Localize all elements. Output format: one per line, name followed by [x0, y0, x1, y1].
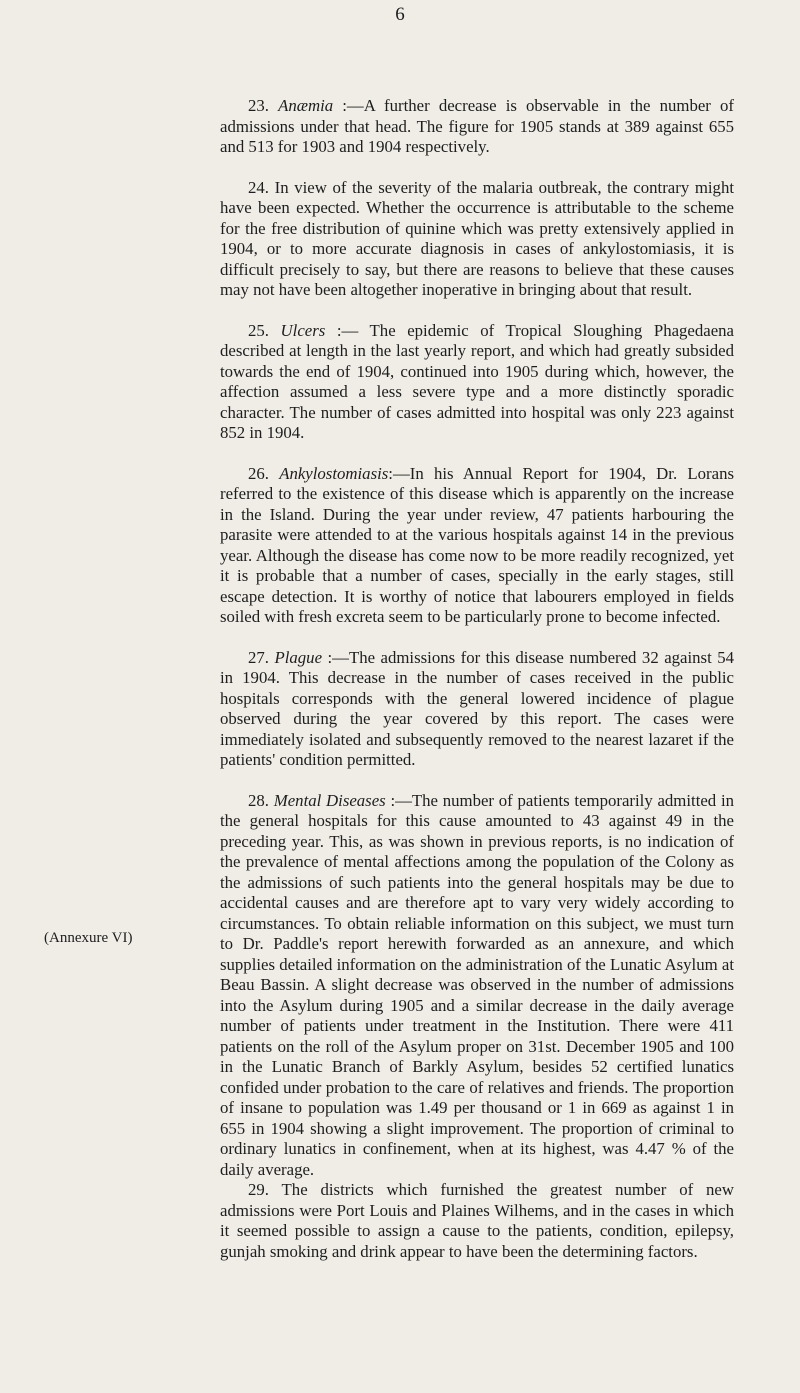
paragraph-28 — [220, 791, 734, 1181]
paragraph-heading: Ankylostomiasis — [279, 463, 389, 483]
paragraph-number: 24. — [248, 177, 269, 197]
paragraph-text: :—In his Annual Report for 1904, Dr. Lorans referred to the existence of this disease which is apparently on the increase in the Island. During the year under review, 47 patients harbouring the parasite were attended to at the various hospitals against 14 in the previous year. Although the disease has come now to be more readily recognized, yet it is probable that a number of cases, specially in the early stages, still escape detection. It is worthy of notice that labourers employed in fields soiled with fresh excreta seem to be particularly prone to become infected. — [220, 463, 734, 626]
paragraph-text: The districts which furnished the greatest number of new admissions were Port Louis and Plaines Wilhems, and in the cases in which it seemed possible to assign a cause to the patients, condition, epilepsy, gunjah smoking and drink appear to have been the determining factors. — [220, 1180, 734, 1261]
paragraph-heading: Ulcers — [280, 320, 326, 340]
paragraph-27 — [220, 648, 734, 771]
page-number: 6 — [395, 4, 405, 25]
paragraph-heading: Plague — [274, 647, 323, 667]
paragraph-26 — [220, 464, 734, 628]
paragraph-text: :—The number of patients temporarily admitted in the general hospitals for this cause amounted to 43 against 49 in the preceding year. This, as was shown in previous reports, is no indication of the prevalence of mental affections among the population of the Colony as the admissions of such patients into the general hospitals may be due to accidental causes and are therefore apt to vary very widely according to circumstances. To obtain reliable information on this subject, we must turn to Dr. Paddle's report herewith forwarded as an annexure, and which supplies detailed information on the administration of the Lunatic Asylum at Beau Bassin. A slight decrease was observed in the number of admissions into the Asylum during 1905 and a similar decrease in the daily average number of patients under treatment in the Institution. There were 411 patients on the roll of the Asylum proper on 31st. December 1905 and 100 in the Lunatic Branch of Barkly Asylum, besides 52 certified lunatics confided under probation to the care of relatives and friends. The proportion of insane to population was 1.49 per thousand or 1 in 669 as against 1 in 655 in 1904 showing a slight improvement. The proportion of criminal to ordinary lunatics in confinement, when at its highest, was 4.47 % of the daily average. — [220, 790, 734, 1179]
paragraph-heading: Anæmia — [278, 96, 334, 115]
paragraph-text: :—A further decrease is observable in the number of admissions under that head. The figure for 1905 stands at 389 against 655 and 513 for 1903 and 1904 respectively. — [220, 96, 735, 156]
paragraph-text: In view of the severity of the malaria outbreak, the contrary might have been expected. Whether the occurrence is attributable to the scheme for the free distribution of quinine which was pretty extensively applied in 1904, or to more accurate diagnosis in cases of ankylostomiasis, it is difficult precisely to say, but there are reasons to believe that these causes may not have been altogether inoperative in bringing about that result. — [220, 177, 734, 299]
paragraph-25 — [220, 321, 734, 444]
paragraph-heading: Mental Diseases — [273, 790, 386, 810]
margin-note-annexure: (Annexure VI) — [44, 930, 133, 946]
paragraph-29 — [220, 1180, 734, 1262]
paragraph-text: :—The admissions for this disease numbered 32 against 54 in 1904. This decrease in the number of cases received in the public hospitals corresponds with the general lowered incidence of plague observed during the year covered by this report. The cases were immediately isolated and subsequently removed to the nearest lazaret if the patients' condition permitted. — [220, 647, 734, 769]
paragraph-23 — [220, 96, 734, 158]
paragraph-text: :— The epidemic of Tropical Sloughing Phagedaena described at length in the last yearly report, and which had greatly subsided towards the end of 1904, continued into 1905 during which, however, the affection assumed a less severe type and a more distinctly sporadic character. The number of cases admitted into hospital was only 223 against 852 in 1904. — [220, 320, 734, 442]
paragraph-number: 27. — [248, 647, 269, 667]
paragraph-number: 28. — [248, 790, 269, 810]
document-body — [220, 96, 734, 1262]
paragraph-number: 29. — [248, 1180, 269, 1199]
paragraph-24 — [220, 178, 734, 301]
paragraph-number: 25. — [248, 320, 269, 340]
paragraph-number: 26. — [248, 463, 269, 483]
paragraph-number: 23. — [248, 96, 269, 115]
